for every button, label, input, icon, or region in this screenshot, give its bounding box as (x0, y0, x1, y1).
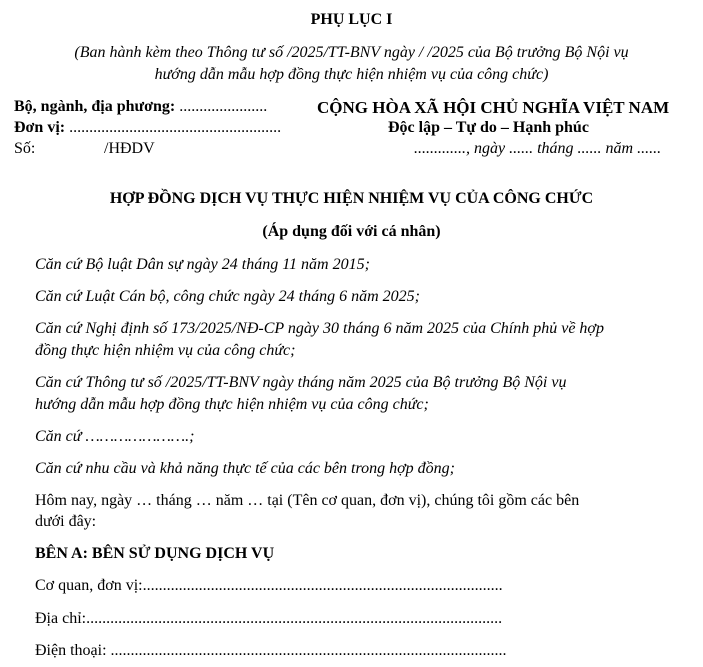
intro-line1: Hôm nay, ngày … tháng … năm … tại (Tên cơ quan, đơn vị), chúng tôi gồm các bên (35, 492, 580, 509)
party-a-address-label: Địa chỉ: (35, 610, 87, 627)
motto: Độc lập – Tự do – Hạnh phúc (388, 119, 589, 136)
party-a-agency-line (35, 577, 503, 595)
appendix-title: PHỤ LỤC I (310, 11, 393, 28)
party-a-agency-dots: .......................................................................................... (142, 577, 503, 594)
basis-circular-line2: hướng dẫn mẫu hợp đồng thực hiện nhiệm vụ của công chức; (35, 396, 429, 413)
ministry-dots: ...................... (175, 98, 268, 115)
ministry-label: Bộ, ngành, địa phương: (14, 98, 176, 115)
basis-decree-line2: đồng thực hiện nhiệm vụ của công chức; (35, 342, 296, 359)
unit-label: Đơn vị: (14, 119, 66, 136)
appendix-note-line2: hướng dẫn mẫu hợp đồng thực hiện nhiệm vụ của công chức) (154, 66, 549, 83)
party-a-address-line (35, 610, 502, 628)
party-a-heading: BÊN A: BÊN SỬ DỤNG DỊCH VỤ (35, 545, 275, 562)
party-a-phone-line (35, 642, 507, 660)
party-a-phone-label: Điện thoại: (35, 642, 111, 659)
intro-line2: dưới đây: (35, 513, 97, 530)
party-a-phone-dots: ................................................................................................... (110, 642, 507, 659)
contract-subtitle: (Áp dụng đối với cá nhân) (262, 223, 441, 240)
party-a-agency-label: Cơ quan, đơn vị: (35, 577, 143, 594)
contract-title: HỢP ĐỒNG DỊCH VỤ THỰC HIỆN NHIỆM VỤ CỦA CÔNG CHỨC (109, 190, 594, 207)
ministry-line (14, 98, 267, 116)
basis-circular-line1: Căn cứ Thông tư số /2025/TT-BNV ngày tháng năm 2025 của Bộ trưởng Bộ Nội vụ (35, 374, 567, 391)
appendix-note-line1: (Ban hành kèm theo Thông tư số /2025/TT-BNV ngày / /2025 của Bộ trưởng Bộ Nội vụ (74, 44, 629, 61)
unit-dots: ..................................................... (65, 119, 282, 136)
basis-decree-line1: Căn cứ Nghị định số 173/2025/NĐ-CP ngày 30 tháng 6 năm 2025 của Chính phủ về hợp (35, 320, 604, 337)
party-a-address-dots: ........................................................................................................ (86, 610, 503, 627)
nation-title: CỘNG HÒA XÃ HỘI CHỦ NGHĨA VIỆT NAM (317, 98, 670, 117)
date-line: ............., ngày ...... tháng ...... năm ...... (414, 140, 662, 157)
number-label: Số: (14, 140, 36, 157)
basis-civil-code: Căn cứ Bộ luật Dân sự ngày 24 tháng 11 năm 2015; (35, 256, 370, 273)
basis-other: Căn cứ ………………….; (35, 428, 195, 445)
number-value: /HĐDV (104, 140, 155, 157)
basis-civil-servant-law: Căn cứ Luật Cán bộ, công chức ngày 24 tháng 6 năm 2025; (35, 288, 420, 305)
unit-line (14, 119, 281, 137)
basis-needs: Căn cứ nhu cầu và khả năng thực tế của các bên trong hợp đồng; (35, 460, 455, 477)
